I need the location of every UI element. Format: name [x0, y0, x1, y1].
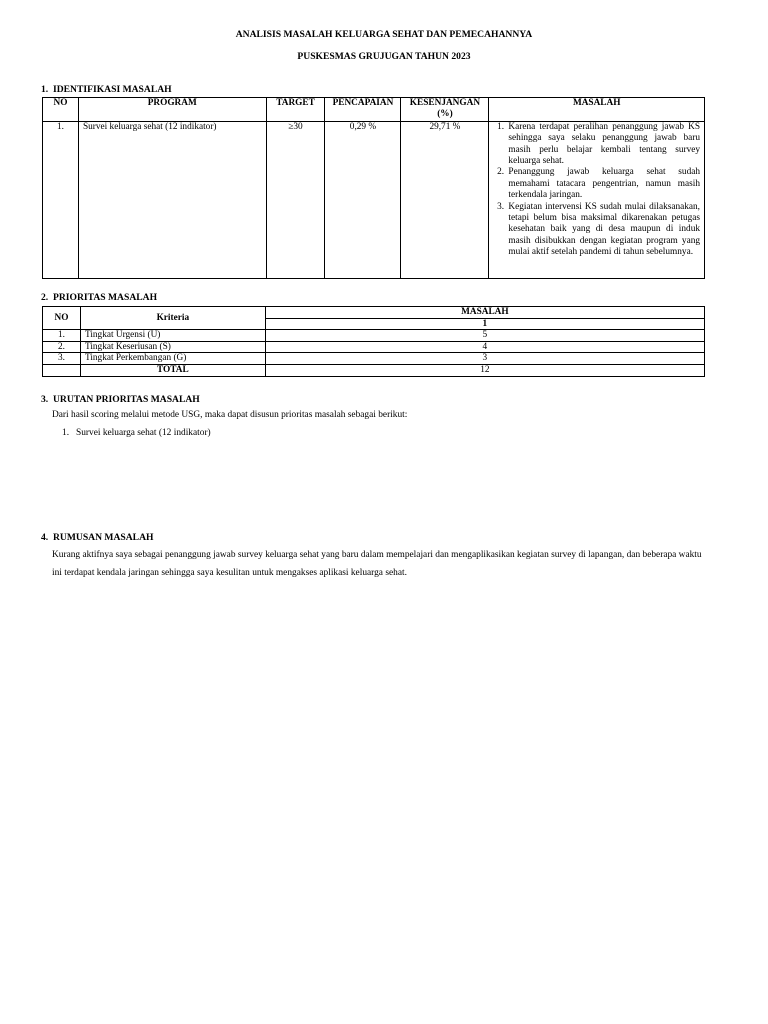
priority-header-row [43, 307, 705, 319]
priority-row-no: 1. [43, 330, 81, 342]
header-masalah: MASALAH [489, 98, 705, 122]
header-pencapaian: PENCAPAIAN [325, 98, 401, 122]
priority-row-value: 4 [265, 341, 704, 353]
priority-row-no: 3. [43, 353, 81, 365]
identification-header-row [43, 98, 705, 122]
total-label: TOTAL [80, 364, 265, 376]
identification-table [42, 97, 705, 279]
section-4-heading [41, 532, 153, 543]
priority-row-no: 2. [43, 341, 81, 353]
priority-table [42, 306, 705, 377]
table-row [43, 330, 705, 342]
list-item [62, 428, 211, 438]
document-subtitle: PUSKESMAS GRUJUGAN TAHUN 2023 [297, 51, 471, 62]
masalah-item-3: 3. Kegiatan intervensi KS sudah mulai dilaksanakan, tetapi belum bisa maksimal dikarenakan petugas kesehatan baik yang di desa maupun di induk masih disibukkan dengan kegiatan program yang mulai aktif setelah pandemi di tahun sebelumnya. [506, 202, 700, 259]
section-4-number: 4. [41, 532, 49, 543]
document-title: ANALISIS MASALAH KELUARGA SEHAT DAN PEMECAHANNYA [235, 29, 533, 40]
row-target: ≥30 [266, 121, 325, 278]
priority-row-kriteria: Tingkat Urgensi (U) [80, 330, 265, 342]
section-2-number: 2. [41, 292, 49, 303]
section-2-title: PRIORITAS MASALAH [53, 292, 158, 303]
row-masalah [489, 121, 705, 278]
header-program: PROGRAM [78, 98, 266, 122]
row-no: 1. [43, 121, 79, 278]
masalah-item-1: 1. Karena terdapat peralihan penanggung jawab KS sehingga saya selaku penanggung jawab baru masih perlu belajar kembali tentang survey keluarga sehat. [506, 122, 700, 168]
section-4-text: Kurang aktifnya saya sebagai penanggung jawab survey keluarga sehat yang baru dalam mempelajari dan mengaplikasikan kegiatan survey di lapangan, dan beberapa waktu ini terdapat kendala jaringan sehingga saya kesulitan untuk mengakses aplikasi keluarga sehat. [52, 550, 702, 578]
priority-row-kriteria: Tingkat Keseriusan (S) [80, 341, 265, 353]
total-row [43, 364, 705, 376]
section-3-heading [41, 394, 200, 405]
priority-header-no: NO [43, 307, 81, 330]
section-1-number: 1. [41, 84, 49, 95]
priority-header-kriteria: Kriteria [80, 307, 265, 330]
total-empty-cell [43, 364, 81, 376]
section-2-heading [41, 292, 157, 303]
section-3-text: Dari hasil scoring melalui metode USG, maka dapat disusun prioritas masalah sebagai berikut: [52, 410, 408, 420]
total-value: 12 [265, 364, 704, 376]
section-4-title: RUMUSAN MASALAH [53, 532, 154, 543]
section-3-number: 3. [41, 394, 49, 405]
priority-row-value: 5 [265, 330, 704, 342]
priority-header-sub: 1 [265, 318, 704, 330]
header-target: TARGET [266, 98, 325, 122]
header-kesenjangan: KESENJANGAN (%) [401, 98, 489, 122]
priority-row-kriteria: Tingkat Perkembangan (G) [80, 353, 265, 365]
section-3-title: URUTAN PRIORITAS MASALAH [53, 394, 200, 405]
table-row [43, 341, 705, 353]
header-no: NO [43, 98, 79, 122]
priority-row-value: 3 [265, 353, 704, 365]
table-row [43, 121, 705, 278]
table-row [43, 353, 705, 365]
list-item-text: Survei keluarga sehat (12 indikator) [76, 428, 211, 438]
row-program: Survei keluarga sehat (12 indikator) [78, 121, 266, 278]
section-1-heading [41, 84, 172, 95]
list-item-number: 1. [62, 428, 70, 438]
row-kesenjangan: 29,71 % [401, 121, 489, 278]
masalah-list [493, 122, 700, 259]
masalah-item-2: 2. Penanggung jawab keluarga sehat sudah memahami tatacara pengentrian, namun masih terkendala jaringan. [506, 167, 700, 201]
section-1-title: IDENTIFIKASI MASALAH [53, 84, 172, 95]
priority-header-masalah: MASALAH [265, 307, 704, 319]
row-pencapaian: 0,29 % [325, 121, 401, 278]
